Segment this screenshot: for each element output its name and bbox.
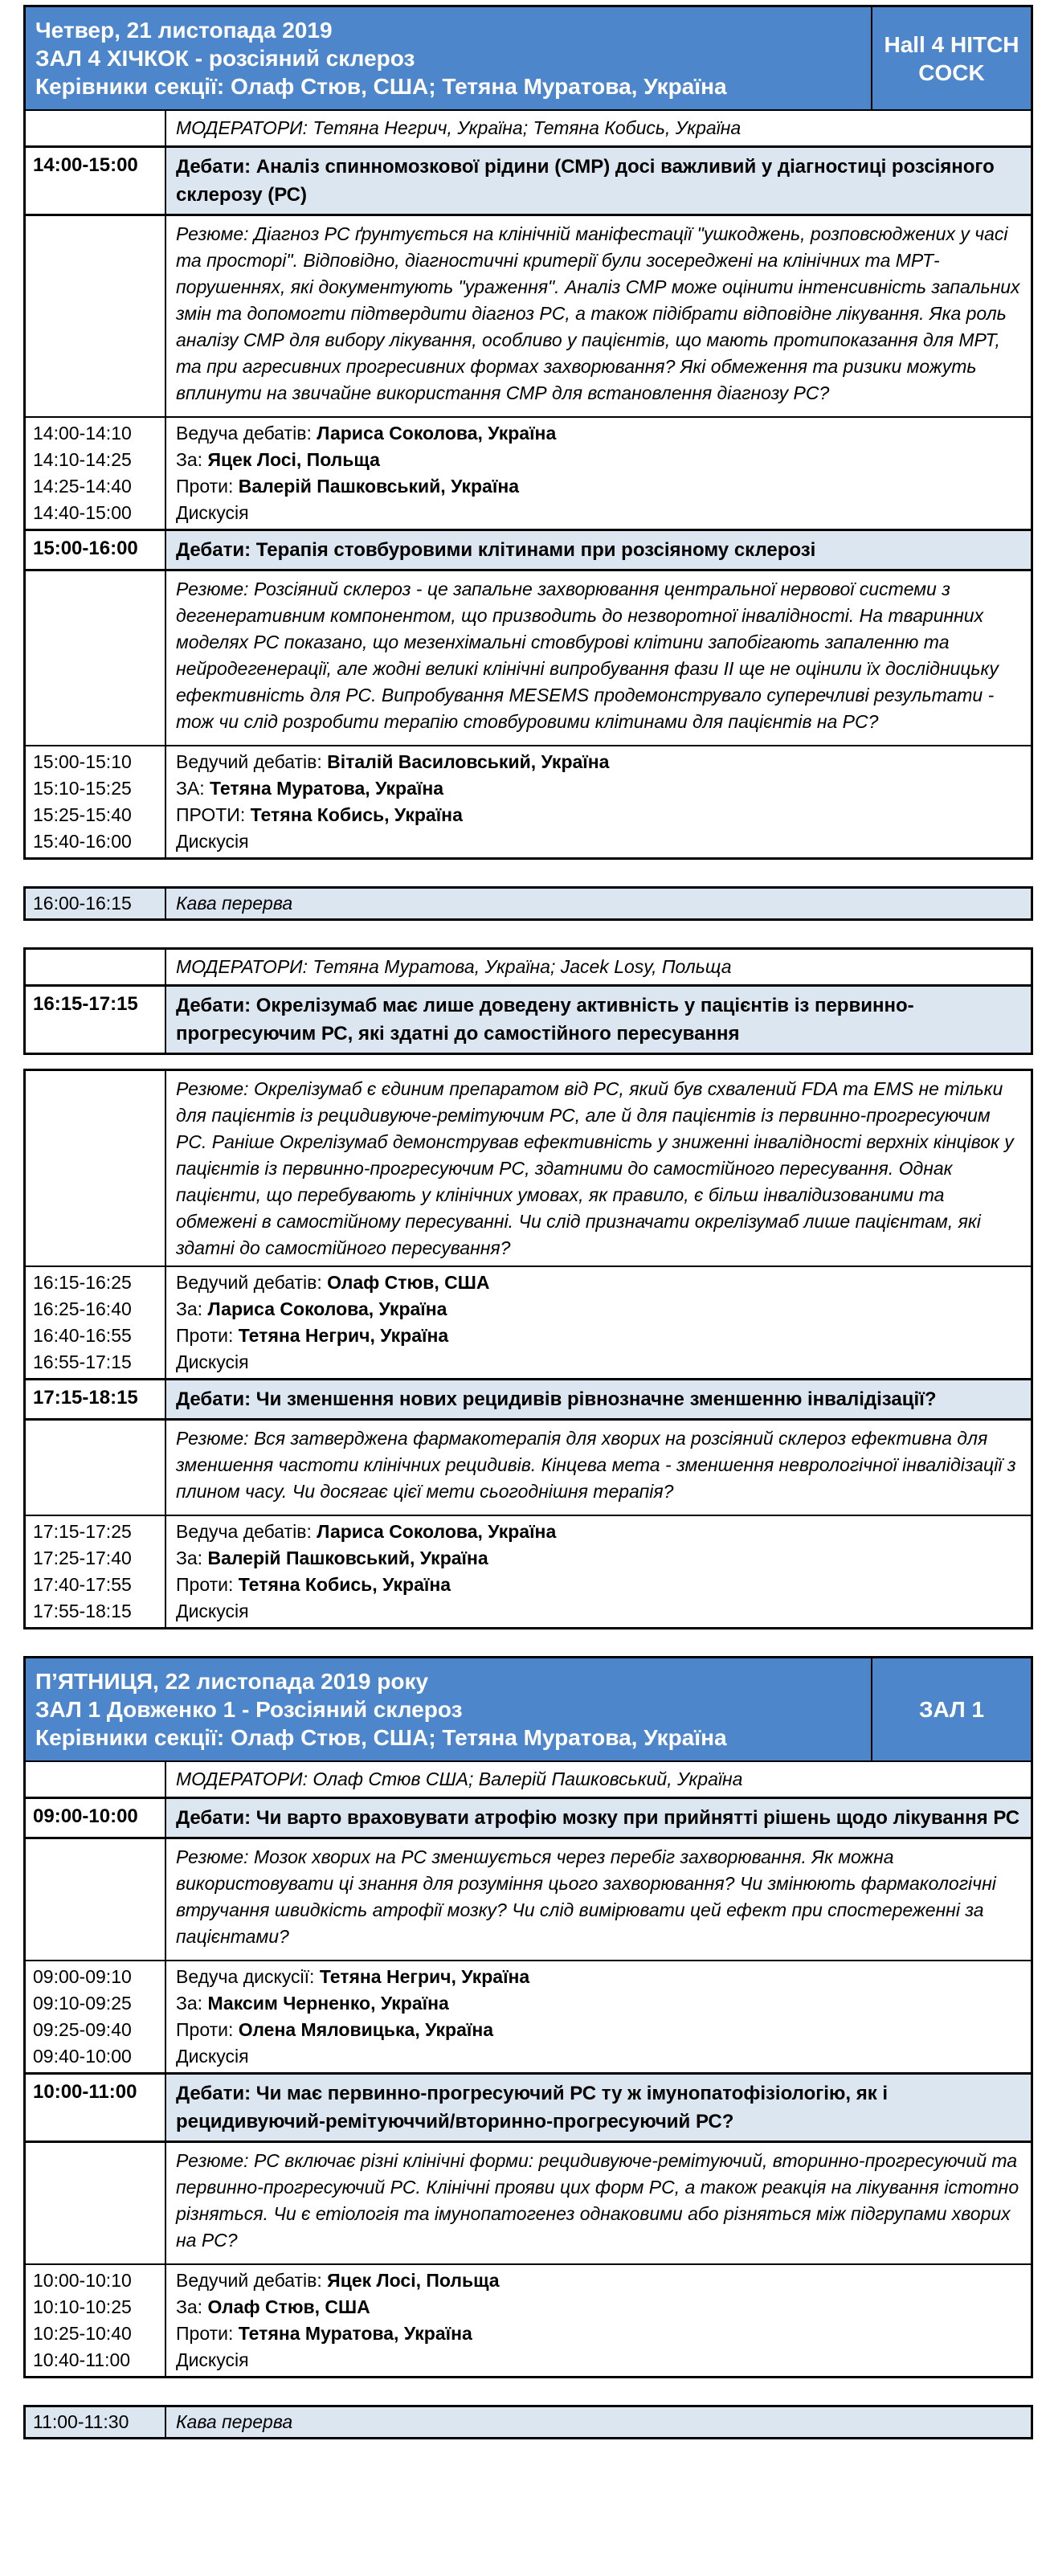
- speaker-line: [176, 1572, 1021, 1598]
- speaker-time: 14:25-14:40: [33, 476, 132, 497]
- header-line: Четвер, 21 листопада 2019: [35, 18, 333, 43]
- content-cell: Резюме: Розсіяний склероз - це запальне захворювання центральної нервової системи з дегенеративним компонентом, що призводить до незворотної інвалідності. На тваринних моделях РС показано, що мезенхімальні стовбурові клітини запобігають запаленню та нейродегенерації, але жодні великі клінічні випробування фази II ще не оцінили їх дослідницьку ефективність для РС. Випробування MESEMS продемонструвало суперечливі результати - тож чи слід розробити терапію стовбуровими клітинами для пацієнтів на РС?: [176, 579, 999, 732]
- content-cell: Дебати: Окрелізумаб має лише доведену активність у пацієнтів із первинно-прогресуючим РС, які здатні до самостійного пересування: [166, 987, 1031, 1053]
- speaker-line: [176, 1323, 1021, 1349]
- break-label: Кава перерва: [176, 2411, 293, 2432]
- speaker-line: [176, 2320, 1021, 2347]
- time-cell: 17:15-18:15: [26, 1380, 166, 1418]
- time-cell: [26, 2265, 166, 2376]
- content-cell: МОДЕРАТОРИ: Тетяна Негрич, Україна; Тетяна Кобись, Україна: [176, 117, 742, 138]
- session-table: [23, 947, 1033, 1055]
- speaker-time: 15:40-16:00: [33, 831, 132, 852]
- session-table: [23, 1069, 1033, 1629]
- summary-row: [26, 1071, 1031, 1266]
- speaker-line: [176, 1990, 1021, 2017]
- debate-row: [26, 984, 1031, 1053]
- speaker-line: [176, 1519, 1021, 1545]
- speaker-name: Валерій Пашковський, Україна: [207, 1548, 488, 1568]
- speaker-line: [176, 2017, 1021, 2043]
- speaker-role: Проти:: [176, 2323, 239, 2344]
- speaker-time: 14:10-14:25: [33, 449, 132, 470]
- speaker-role: ЗА:: [176, 778, 210, 799]
- summary-row: [26, 2141, 1031, 2263]
- room-cell: [872, 7, 1031, 109]
- speaker-name: Лариса Соколова, Україна: [317, 423, 557, 444]
- speaker-line: [176, 775, 1021, 802]
- time-cell: [26, 216, 166, 416]
- speaker-role: Дискусія: [176, 2046, 249, 2067]
- speaker-name: Валерій Пашковський, Україна: [238, 476, 520, 497]
- speaker-role: Дискусія: [176, 2349, 249, 2370]
- session-table: [23, 1656, 1033, 2378]
- speaker-time: 16:25-16:40: [33, 1298, 132, 1319]
- speaker-role: Дискусія: [176, 502, 249, 523]
- speaker-time: 14:00-14:10: [33, 423, 132, 444]
- header-line: Керівники секції: Олаф Стюв, США; Тетяна Муратова, Україна: [35, 1725, 727, 1750]
- speakers-row: [26, 1960, 1031, 2072]
- content-cell: [166, 1961, 1031, 2072]
- time-cell: 15:00-16:00: [26, 531, 166, 569]
- content-cell: Дебати: Терапія стовбуровими клітинами при розсіяному склерозі: [166, 531, 1031, 569]
- speaker-name: Олаф Стюв, США: [207, 2296, 370, 2317]
- speakers-row: [26, 2263, 1031, 2376]
- speaker-line: [176, 1545, 1021, 1572]
- speaker-role: За:: [176, 1298, 208, 1319]
- speaker-name: Лариса Соколова, Україна: [317, 1521, 557, 1542]
- speakers-row: [26, 1266, 1031, 1378]
- speaker-time: 10:00-10:10: [33, 2270, 132, 2291]
- speaker-line: [176, 500, 1021, 526]
- speaker-role: Проти:: [176, 1574, 239, 1595]
- speaker-line: [176, 420, 1021, 447]
- content-cell: [166, 1267, 1031, 1378]
- speaker-name: Максим Черненко, Україна: [207, 1993, 449, 2014]
- speaker-role: За:: [176, 1548, 208, 1568]
- speaker-line: [176, 1270, 1021, 1296]
- speaker-name: Лариса Соколова, Україна: [207, 1298, 447, 1319]
- moderators-row: [26, 1760, 1031, 1797]
- time-cell: [26, 418, 166, 529]
- speaker-time: 17:40-17:55: [33, 1574, 132, 1595]
- speaker-time: 10:40-11:00: [33, 2349, 131, 2370]
- speaker-line: [176, 2267, 1021, 2294]
- time-cell: [26, 571, 166, 745]
- speaker-role: Дискусія: [176, 1601, 249, 1621]
- header-line: П’ЯТНИЦЯ, 22 листопада 2019 року: [35, 1669, 429, 1694]
- time-cell: [26, 1961, 166, 2072]
- summary-row: [26, 214, 1031, 416]
- content-cell: Дебати: Чи має первинно-прогресуючий РС ту ж імунопатофізіологію, як і рецидивуючий-ремітуюччий/вторинно-прогресуючий РС?: [166, 2075, 1031, 2141]
- speaker-role: Ведучий дебатів:: [176, 1272, 328, 1293]
- speaker-role: Ведучий дебатів:: [176, 751, 328, 772]
- content-cell: Дебати: Аналіз спинномозкової рідини (СМР) досі важливий у діагностиці розсіяного склерозу (РС): [166, 148, 1031, 214]
- speaker-role: Проти:: [176, 1325, 239, 1346]
- speaker-name: Яцек Лосі, Польща: [207, 449, 380, 470]
- table-header-main: [26, 1658, 872, 1760]
- speaker-time: 16:15-16:25: [33, 1272, 132, 1293]
- speaker-time: 09:25-09:40: [33, 2019, 132, 2040]
- speaker-role: За:: [176, 449, 208, 470]
- speaker-line: [176, 749, 1021, 775]
- time-cell: [26, 1071, 166, 1266]
- debate-row: [26, 2072, 1031, 2141]
- break-label: Кава перерва: [176, 893, 293, 914]
- time-cell: 10:00-11:00: [26, 2075, 166, 2141]
- speaker-time: 15:10-15:25: [33, 778, 132, 799]
- break-time-cell: 16:00-16:15: [26, 889, 166, 918]
- time-cell: 14:00-15:00: [26, 148, 166, 214]
- summary-row: [26, 1837, 1031, 1960]
- speaker-time: 09:40-10:00: [33, 2046, 132, 2067]
- speaker-name: Тетяна Негрич, Україна: [319, 1966, 530, 1987]
- speaker-name: Віталій Василовський, Україна: [327, 751, 610, 772]
- content-cell: [166, 418, 1031, 529]
- break-time-cell: 11:00-11:30: [26, 2407, 166, 2437]
- speaker-time: 14:40-15:00: [33, 502, 132, 523]
- speaker-time: 17:25-17:40: [33, 1548, 132, 1568]
- speaker-name: Тетяна Муратова, Україна: [238, 2323, 472, 2344]
- debate-row: [26, 1378, 1031, 1418]
- time-cell: [26, 2143, 166, 2263]
- speaker-line: [176, 828, 1021, 855]
- speaker-time: 16:55-17:15: [33, 1351, 132, 1372]
- speaker-time: 09:10-09:25: [33, 1993, 132, 2014]
- debate-row: [26, 529, 1031, 569]
- break-row: [23, 886, 1033, 921]
- header-line: Керівники секції: Олаф Стюв, США; Тетяна Муратова, Україна: [35, 74, 727, 99]
- summary-row: [26, 1418, 1031, 1515]
- speakers-row: [26, 1515, 1031, 1627]
- speaker-line: [176, 1349, 1021, 1376]
- time-cell: [26, 1839, 166, 1960]
- break-row: [23, 2405, 1033, 2439]
- speaker-time: 16:40-16:55: [33, 1325, 132, 1346]
- speaker-role: За:: [176, 1993, 208, 2014]
- content-cell: Дебати: Чи зменшення нових рецидивів рівнозначне зменшенню інвалідізації?: [166, 1380, 1031, 1418]
- speaker-name: Тетяна Муратова, Україна: [210, 778, 444, 799]
- time-cell: [26, 1421, 166, 1515]
- speaker-name: Тетяна Кобись, Україна: [238, 1574, 451, 1595]
- debate-row: [26, 1797, 1031, 1837]
- content-cell: Резюме: Вся затверджена фармакотерапія для хворих на розсіяний склероз ефективна для зменшення частоти клінічних рецидивів. Кінцева мета - зменшення неврологічної інвалідізації з плином часу. Чи досягає цієї мети сьогоднішня терапія?: [176, 1428, 1016, 1502]
- table-header-main: [26, 7, 872, 109]
- content-cell: МОДЕРАТОРИ: Олаф Стюв США; Валерій Пашковський, Україна: [176, 1768, 743, 1789]
- content-cell: Резюме: РС включає різні клінічні форми: рецидивуюче-ремітуючий, вторинно-прогресуючий та первинно-прогресуючий РС. Клінічні прояви цих форм РС, а також реакція на лікування істотно різняться. Чи є етіологія та імунопатогенез однаковими або різняться між підгрупами хворих на РС?: [176, 2150, 1019, 2251]
- conference-schedule: [23, 5, 1033, 2439]
- speaker-line: [176, 473, 1021, 500]
- speaker-line: [176, 2347, 1021, 2374]
- header-line: ЗАЛ 4 ХІЧКОК - розсіяний склероз: [35, 46, 415, 71]
- speaker-time: 15:25-15:40: [33, 804, 132, 825]
- speaker-role: ПРОТИ:: [176, 804, 251, 825]
- content-cell: Резюме: Мозок хворих на РС зменшується через перебіг захворювання. Як можна використовувати ці знання для розуміння цього захворювання? Чи змінюють фармакологічні втручання швидкість атрофії мозку? Чи слід вимірювати цей ефект при спостереженні за пацієнтами?: [176, 1846, 996, 1947]
- speaker-name: Олена Мяловицька, Україна: [238, 2019, 494, 2040]
- time-cell: 16:15-17:15: [26, 987, 166, 1053]
- speaker-time: 10:25-10:40: [33, 2323, 132, 2344]
- speaker-line: [176, 2043, 1021, 2070]
- debate-row: [26, 145, 1031, 214]
- speaker-line: [176, 2294, 1021, 2320]
- time-cell: [26, 111, 166, 145]
- speaker-name: Тетяна Негрич, Україна: [238, 1325, 449, 1346]
- moderators-row: [26, 950, 1031, 984]
- content-cell: МОДЕРАТОРИ: Тетяна Муратова, Україна; Jacek Losy, Польща: [176, 956, 732, 977]
- speaker-time: 15:00-15:10: [33, 751, 132, 772]
- speaker-role: Дискусія: [176, 1351, 249, 1372]
- content-cell: [166, 2265, 1031, 2376]
- speaker-line: [176, 802, 1021, 828]
- speaker-role: Ведуча дебатів:: [176, 423, 317, 444]
- moderators-row: [26, 109, 1031, 145]
- content-cell: Резюме: Діагноз РС ґрунтується на клінічній маніфестації "ушкоджень, розповсюджених у часі та просторі". Відповідно, діагностичні критерії були зосереджені на клінічних та МРТ-порушеннях, які документують "ураження". Аналіз СМР може оцінити інтенсивність запальних змін та допомогти підтвердити діагноз РС, а також підібрати відповідне лікування. Яка роль аналізу СМР для вибору лікування, особливо у пацієнтів, що мають протипоказання для МРТ, та при агресивних прогресивних формах захворювання? Які обмеження та ризики можуть вплинути на звичайне використання СМР для встановлення діагнозу РС?: [176, 223, 1020, 403]
- speaker-role: Проти:: [176, 2019, 239, 2040]
- room-label: Hall 4 HITCHCOCK: [884, 31, 1019, 85]
- speaker-time: 17:15-17:25: [33, 1521, 132, 1542]
- speaker-name: Яцек Лосі, Польща: [327, 2270, 500, 2291]
- session-table: [23, 5, 1033, 860]
- time-cell: [26, 1267, 166, 1378]
- speaker-role: За:: [176, 2296, 208, 2317]
- content-cell: Резюме: Окрелізумаб є єдиним препаратом від РС, який був схвалений FDA та EMS не тільки для пацієнтів із рецидивуюче-ремітуючим РС, але й для пацієнтів із первинно-прогресуючим РС. Раніше Окрелізумаб демонстрував ефективність у зниженні інвалідності верхніх кінцівок у пацієнтів із первинно-прогресуючим РС, здатними до самостійного пересування. Однак пацієнти, що перебувають у клінічних умовах, як правило, є більш інвалідизованими та обмежені в самостійному пересуванні. Чи слід призначати окрелізумаб лише пацієнтам, які здатні до самостійного пересування?: [176, 1078, 1014, 1258]
- time-cell: [26, 1762, 166, 1797]
- speaker-time: 10:10-10:25: [33, 2296, 132, 2317]
- speaker-name: Олаф Стюв, США: [327, 1272, 490, 1293]
- speaker-line: [176, 1598, 1021, 1625]
- speaker-time: 17:55-18:15: [33, 1601, 132, 1621]
- speakers-row: [26, 745, 1031, 857]
- room-label: ЗАЛ 1: [918, 1697, 985, 1722]
- speaker-line: [176, 447, 1021, 473]
- speaker-role: Ведуча дискусії:: [176, 1966, 320, 1987]
- time-cell: 09:00-10:00: [26, 1799, 166, 1837]
- table-header: [26, 7, 1031, 109]
- speaker-name: Тетяна Кобись, Україна: [250, 804, 463, 825]
- header-line: ЗАЛ 1 Довженко 1 - Розсіяний склероз: [35, 1697, 463, 1722]
- speaker-role: Проти:: [176, 476, 239, 497]
- summary-row: [26, 569, 1031, 745]
- content-cell: Дебати: Чи варто враховувати атрофію мозку при прийнятті рішень щодо лікування РС: [166, 1799, 1031, 1837]
- time-cell: [26, 1516, 166, 1627]
- speaker-role: Дискусія: [176, 831, 249, 852]
- table-header: [26, 1658, 1031, 1760]
- content-cell: [166, 746, 1031, 857]
- time-cell: [26, 746, 166, 857]
- speaker-role: Ведуча дебатів:: [176, 1521, 317, 1542]
- speaker-line: [176, 1296, 1021, 1323]
- room-cell: [872, 1658, 1031, 1760]
- speakers-row: [26, 416, 1031, 529]
- speaker-time: 09:00-09:10: [33, 1966, 132, 1987]
- content-cell: [166, 1516, 1031, 1627]
- time-cell: [26, 950, 166, 984]
- speaker-line: [176, 1964, 1021, 1990]
- speaker-role: Ведучий дебатів:: [176, 2270, 328, 2291]
